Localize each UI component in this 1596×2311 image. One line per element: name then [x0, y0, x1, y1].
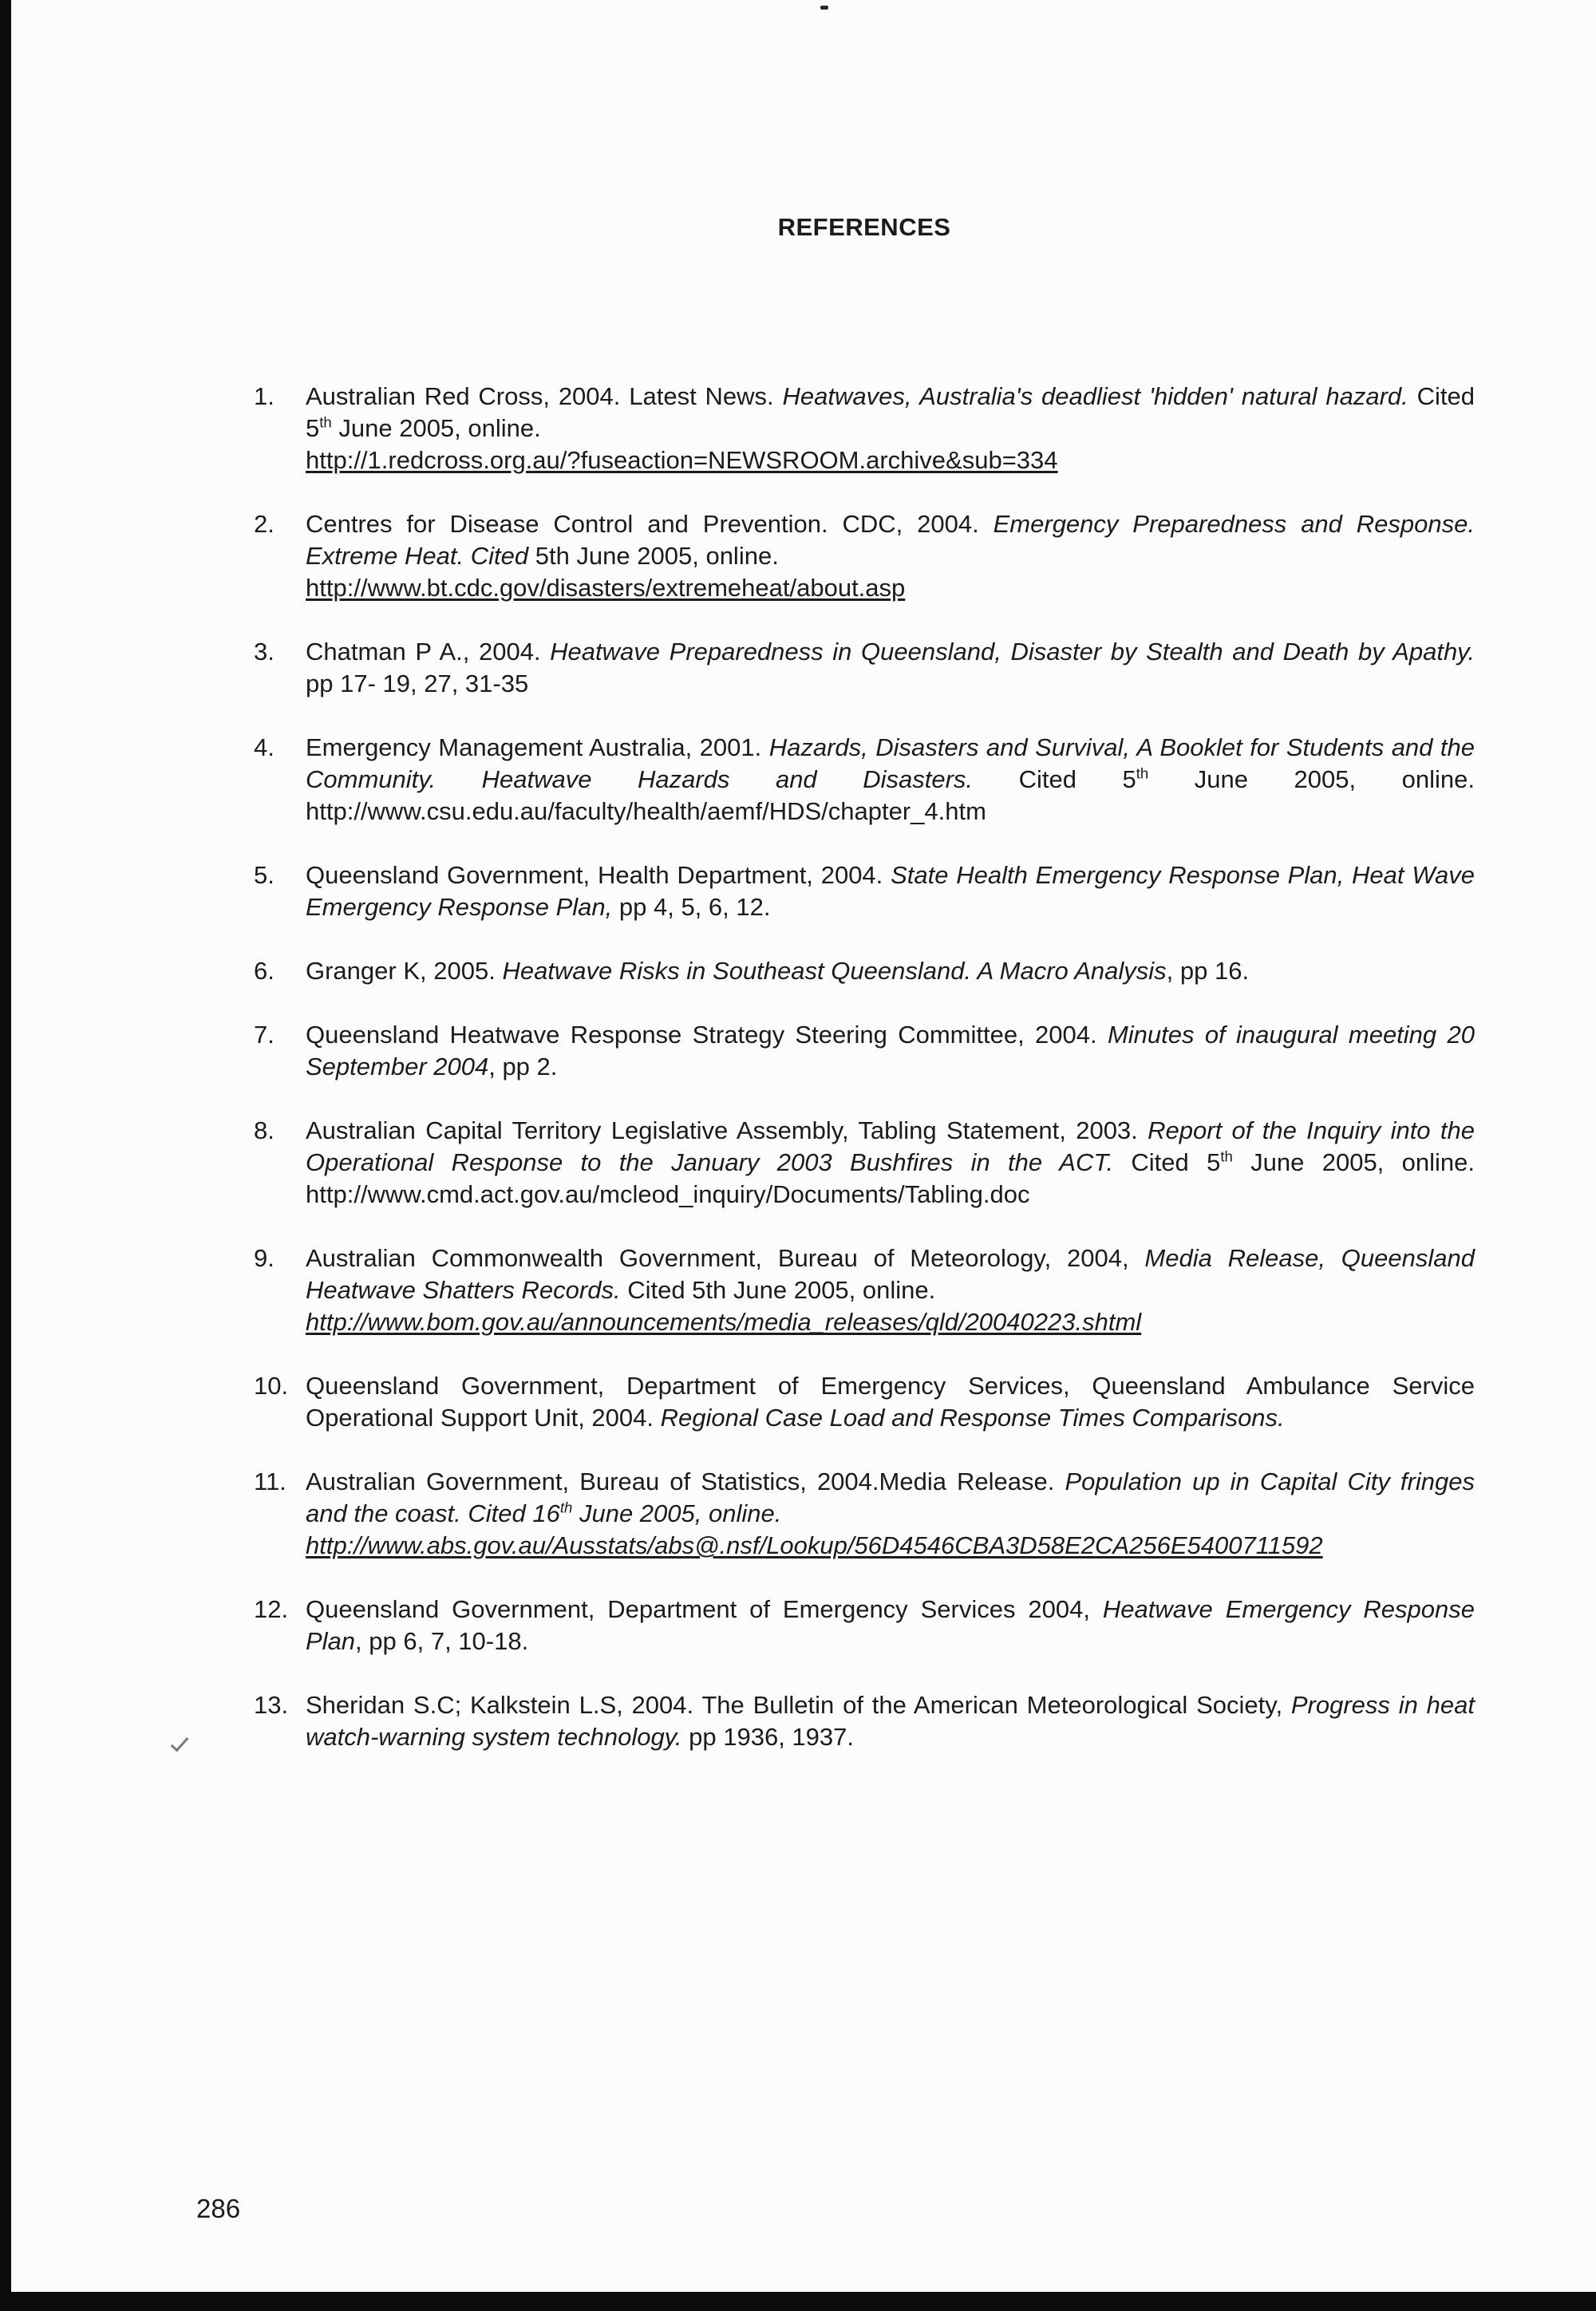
reference-number: 5.: [254, 861, 275, 889]
reference-segment: June 2005, online.: [331, 414, 541, 442]
reference-number: 1.: [254, 382, 275, 410]
reference-item: [254, 955, 1475, 987]
reference-item: [254, 636, 1475, 700]
reference-segment: Progress in heat watch-warning system technology.: [306, 1691, 1476, 1751]
reference-segment: , pp 2.: [488, 1053, 558, 1080]
reference-text: [306, 1115, 1475, 1211]
reference-item: [254, 1466, 1475, 1562]
reference-number: 11.: [254, 1468, 286, 1495]
reference-segment: Hazards, Disasters and Survival, A Booklet for Students and the Community. Heatwave Hazards and Disasters.: [306, 733, 1475, 793]
reference-number: 7.: [254, 1021, 275, 1049]
reference-number: 4.: [254, 733, 275, 761]
reference-number: 6.: [254, 957, 275, 985]
reference-segment: June 2005, online. http://www.cmd.act.gov.au/mcleod_inquiry/Documents/Tabling.doc: [306, 1148, 1475, 1208]
reference-text: [306, 381, 1475, 476]
reference-item: [254, 381, 1475, 476]
reference-text: [306, 636, 1475, 700]
reference-item: [254, 1689, 1475, 1753]
reference-segment: June 2005, online.: [572, 1499, 782, 1527]
reference-segment: pp 17- 19, 27, 31-35: [306, 670, 529, 697]
reference-url: http://www.abs.gov.au/Ausstats/abs@.nsf/Lookup/56D4546CBA3D58E2CA256E5400711592: [306, 1531, 1323, 1559]
reference-item: [254, 859, 1475, 923]
reference-item: [254, 1019, 1475, 1083]
references-list: [254, 381, 1475, 1753]
references-title: REFERENCES: [777, 213, 951, 241]
reference-number: 13.: [254, 1691, 289, 1719]
reference-segment: Heatwave Preparedness in Queensland, Disaster by Stealth and Death by Apathy.: [550, 638, 1475, 666]
reference-item: [254, 1115, 1475, 1211]
reference-url: http://www.bt.cdc.gov/disasters/extremeheat/about.asp: [306, 574, 906, 602]
reference-segment: Heatwaves, Australia's deadliest 'hidden' natural hazard.: [782, 382, 1408, 410]
reference-segment: Cited 5th June 2005, online.: [620, 1276, 936, 1304]
references-section: [254, 211, 1475, 1753]
reference-text: [306, 732, 1475, 828]
reference-segment: Report of the Inquiry into the Operational Response to the January 2003 Bushfires in the ACT.: [306, 1116, 1475, 1176]
pen-mark-artifact: [171, 1733, 189, 1752]
reference-segment: Australian Capital Territory Legislative Assembly, Tabling Statement, 2003.: [306, 1116, 1148, 1144]
scan-speck-artifact: [820, 6, 828, 10]
reference-segment: 5th June 2005, online.: [528, 542, 779, 570]
reference-item: [254, 732, 1475, 828]
reference-text: [306, 1242, 1475, 1338]
reference-segment: Queensland Government, Department of Emergency Services 2004,: [306, 1595, 1103, 1623]
reference-segment: State Health Emergency Response Plan, Heat Wave Emergency Response Plan,: [306, 861, 1475, 921]
reference-url: http://www.bom.gov.au/announcements/media_releases/qld/20040223.shtml: [306, 1308, 1142, 1336]
reference-item: [254, 1594, 1475, 1657]
reference-segment: Heatwave Risks in Southeast Queensland. A Macro Analysis: [502, 957, 1167, 985]
reference-number: 12.: [254, 1595, 289, 1623]
reference-text: [306, 1019, 1475, 1083]
reference-number: 2.: [254, 510, 275, 538]
reference-number: 8.: [254, 1116, 275, 1144]
reference-segment: Queensland Heatwave Response Strategy Steering Committee, 2004.: [306, 1021, 1108, 1049]
reference-segment: Granger K, 2005.: [306, 957, 503, 985]
reference-number: 3.: [254, 638, 275, 666]
reference-text: [306, 1594, 1475, 1657]
reference-segment: , pp 16.: [1166, 957, 1250, 985]
reference-segment: Cited 5: [973, 765, 1136, 793]
reference-text: [306, 1466, 1475, 1562]
scan-edge-left-artifact: [0, 0, 11, 2311]
reference-url: http://1.redcross.org.au/?fuseaction=NEWSROOM.archive&sub=334: [306, 446, 1058, 474]
reference-segment: pp 4, 5, 6, 12.: [612, 893, 771, 921]
reference-segment: th: [319, 413, 332, 431]
reference-segment: Australian Red Cross, 2004. Latest News.: [306, 382, 783, 410]
reference-segment: Heatwave Emergency Response Plan: [306, 1595, 1476, 1655]
reference-segment: Minutes of inaugural meeting 20 September 2004: [306, 1021, 1475, 1080]
reference-segment: th: [1136, 764, 1149, 782]
reference-item: [254, 1242, 1475, 1338]
reference-segment: pp 1936, 1937.: [681, 1723, 855, 1751]
reference-segment: , pp 6, 7, 10-18.: [355, 1627, 529, 1655]
reference-segment: Population up in Capital City fringes and the coast. Cited 16: [306, 1468, 1475, 1527]
reference-segment: Emergency Preparedness and Response. Extreme Heat. Cited: [306, 510, 1475, 570]
reference-number: 10.: [254, 1372, 289, 1400]
reference-segment: Cited 5: [1113, 1148, 1221, 1176]
reference-text: [306, 955, 1475, 987]
scan-edge-bottom-artifact: [0, 2292, 1596, 2311]
reference-segment: Centres for Disease Control and Prevention. CDC, 2004.: [306, 510, 994, 538]
reference-segment: th: [1220, 1148, 1233, 1165]
reference-text: [306, 508, 1475, 604]
reference-segment: Australian Government, Bureau of Statistics, 2004.Media Release.: [306, 1468, 1065, 1495]
reference-number: 9.: [254, 1244, 275, 1272]
reference-item: [254, 508, 1475, 604]
reference-segment: Queensland Government, Health Department, 2004.: [306, 861, 891, 889]
reference-segment: June 2005, online. http://www.csu.edu.au/faculty/health/aemf/HDS/chapter_4.htm: [306, 765, 1475, 825]
reference-segment: th: [559, 1499, 573, 1516]
reference-segment: Regional Case Load and Response Times Comparisons.: [660, 1404, 1285, 1432]
reference-segment: Australian Commonwealth Government, Bureau of Meteorology, 2004,: [306, 1244, 1145, 1272]
reference-segment: Media Release, Queensland Heatwave Shatters Records.: [306, 1244, 1475, 1304]
page-number: 286: [196, 2194, 241, 2223]
reference-segment: Queensland Government, Department of Emergency Services, Queensland Ambulance Service Operational Support Unit, 2004.: [306, 1372, 1475, 1432]
reference-segment: Emergency Management Australia, 2001.: [306, 733, 769, 761]
reference-segment: Sheridan S.C; Kalkstein L.S, 2004. The Bulletin of the American Meteorological Society,: [306, 1691, 1291, 1719]
reference-item: [254, 1370, 1475, 1434]
reference-text: [306, 859, 1475, 923]
reference-text: [306, 1370, 1475, 1434]
reference-segment: Chatman P A., 2004.: [306, 638, 551, 666]
reference-text: [306, 1689, 1475, 1753]
reference-segment: Cited 5: [306, 382, 1476, 442]
